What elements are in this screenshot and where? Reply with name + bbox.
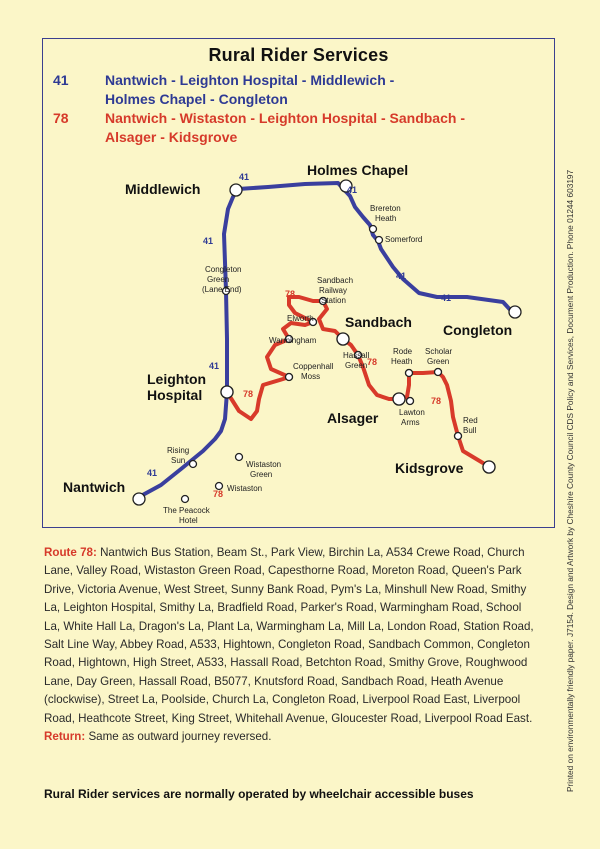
stop-label-scholar-green: Scholar bbox=[425, 347, 453, 356]
stop-congleton bbox=[509, 306, 521, 318]
stop-label-lawton: Lawton bbox=[399, 408, 425, 417]
map-title: Rural Rider Services bbox=[208, 45, 389, 65]
stop-peacock-hotel bbox=[182, 496, 189, 503]
route-41-badge: 41 bbox=[203, 236, 214, 246]
stop-wistaston-green bbox=[236, 454, 243, 461]
route-41-badge: 41 bbox=[239, 172, 250, 182]
stop-label-peacock-2: Hotel bbox=[179, 516, 198, 525]
stop-label-rode-heath: Rode bbox=[393, 347, 413, 356]
wheelchair-note: Rural Rider services are normally operated by wheelchair accessible buses bbox=[44, 787, 474, 801]
town-sandbach: Sandbach bbox=[345, 314, 412, 330]
stop-label-elworth: Elworth bbox=[287, 314, 314, 323]
stop-nantwich bbox=[133, 493, 145, 505]
route-78-badge: 78 bbox=[431, 396, 442, 406]
print-credit: Printed on environmentally friendly paper. J7154. Design and Artwork by Cheshire County Council CDS Policy and Services, Document Production. Phone 01244 603197 bbox=[565, 169, 575, 792]
route-78-badge: 78 bbox=[213, 489, 224, 499]
town-kidsgrove: Kidsgrove bbox=[395, 460, 464, 476]
stop-rising-sun bbox=[190, 461, 197, 468]
route-78-badge: 78 bbox=[285, 289, 296, 299]
stop-label-rising-sun-2: Sun bbox=[171, 456, 186, 465]
route-41-number: 41 bbox=[53, 72, 69, 88]
stop-label-red-bull: Red bbox=[463, 416, 478, 425]
stop-label-sandbach-station-3: Station bbox=[321, 296, 346, 305]
return-text: Same as outward journey reversed. bbox=[88, 730, 272, 744]
stop-brereton-heath bbox=[370, 226, 377, 233]
route-78-desc-line1: Nantwich - Wistaston - Leighton Hospital - Sandbach - bbox=[105, 110, 465, 126]
stop-label-wistaston: Wistaston bbox=[227, 484, 263, 493]
stop-label-sandbach-station: Sandbach bbox=[317, 276, 354, 285]
town-nantwich: Nantwich bbox=[63, 479, 126, 495]
route-map bbox=[42, 38, 555, 528]
town-leighton-line1: Leighton bbox=[147, 371, 207, 387]
stop-label-sandbach-station-2: Railway bbox=[319, 286, 348, 295]
stop-label-congleton-green-3: (Lane End) bbox=[202, 285, 242, 294]
stop-label-coppenhall: Coppenhall bbox=[293, 362, 334, 371]
stop-label-scholar-green-2: Green bbox=[427, 357, 450, 366]
route-78-description-block bbox=[44, 544, 536, 746]
return-label: Return: bbox=[44, 730, 86, 744]
route-78-label: Route 78: bbox=[44, 546, 97, 559]
route-41-desc-line2: Holmes Chapel - Congleton bbox=[105, 91, 288, 107]
stop-label-wistaston-green-2: Green bbox=[250, 470, 273, 479]
route-78-streets: Nantwich Bus Station, Beam St., Park View, Birchin La, A534 Crewe Road, Church Lane, Valley Road, Wistaston Green Road, Capesthorne Road, Moreton Road, Queen's Park Drive, Victoria Avenue, West Street, Sunny Bank Road, Pym's La, Minshull New Road, Smithy La, Leighton Hospital, Smithy La, Bradfield Road, Parker's Road, Warmingham Road, School La, White Hall La, Dragon's La, Plant La, Warmingham La, Mill La, London Road, Station Road, Salt Line Way, Abbey Road, A533, Hightown, Congleton Road, Sandbach Common, Congleton Road, Hightown, High Street, A533, Hassall Road, Betchton Road, Smithy Grove, Roughwood Lane, Day Green, Hassall Road, B5077, Knutsford Road, Sandbach Road, Heath Avenue (clockwise), Street La, Poolside, Church La, Congleton Road, Liverpool Road East, Liverpool Road, Heathcote Street, King Street, Whitehall Avenue, Gloucester Road, Liverpool Road East. bbox=[44, 546, 534, 725]
route-41-badge: 41 bbox=[347, 185, 358, 195]
stop-label-hassall-2: Green bbox=[345, 361, 368, 370]
route-78-number: 78 bbox=[53, 110, 69, 126]
stop-somerford bbox=[376, 237, 383, 244]
stop-label-peacock: The Peacock bbox=[163, 506, 210, 515]
town-congleton: Congleton bbox=[443, 322, 513, 338]
stop-label-brereton-2: Heath bbox=[375, 214, 397, 223]
stop-label-congleton-green-2: Green bbox=[207, 275, 230, 284]
route-78-badge: 78 bbox=[243, 389, 254, 399]
route-41-badge: 41 bbox=[209, 361, 220, 371]
town-holmes-chapel: Holmes Chapel bbox=[307, 162, 409, 178]
stop-label-brereton: Brereton bbox=[370, 204, 401, 213]
return-line bbox=[44, 728, 536, 746]
route-78-desc-line2: Alsager - Kidsgrove bbox=[105, 129, 238, 145]
route-41-desc-line1: Nantwich - Leighton Hospital - Middlewich - bbox=[105, 72, 395, 88]
stop-label-warmingham: Warmingham bbox=[269, 336, 317, 345]
stop-label-hassall: Hassall bbox=[343, 351, 370, 360]
route-41-badge: 41 bbox=[396, 271, 407, 281]
route-41-badge: 41 bbox=[147, 468, 158, 478]
town-alsager: Alsager bbox=[327, 410, 379, 426]
route-41-path bbox=[139, 183, 515, 497]
stop-label-rising-sun: Rising bbox=[167, 446, 190, 455]
route-78-badge: 78 bbox=[367, 357, 378, 367]
route-41-badge: 41 bbox=[441, 293, 452, 303]
town-leighton-line2: Hospital bbox=[147, 387, 203, 403]
map-graphic bbox=[43, 39, 556, 529]
stop-label-red-bull-2: Bull bbox=[463, 426, 477, 435]
stop-label-coppenhall-2: Moss bbox=[301, 372, 321, 381]
stop-label-somerford: Somerford bbox=[385, 235, 423, 244]
stop-middlewich bbox=[230, 184, 242, 196]
stop-label-rode-heath-2: Heath bbox=[391, 357, 413, 366]
stop-label-lawton-2: Arms bbox=[401, 418, 420, 427]
town-middlewich: Middlewich bbox=[125, 181, 201, 197]
stop-label-wistaston-green: Wistaston bbox=[246, 460, 282, 469]
stop-label-congleton-green: Congleton bbox=[205, 265, 242, 274]
